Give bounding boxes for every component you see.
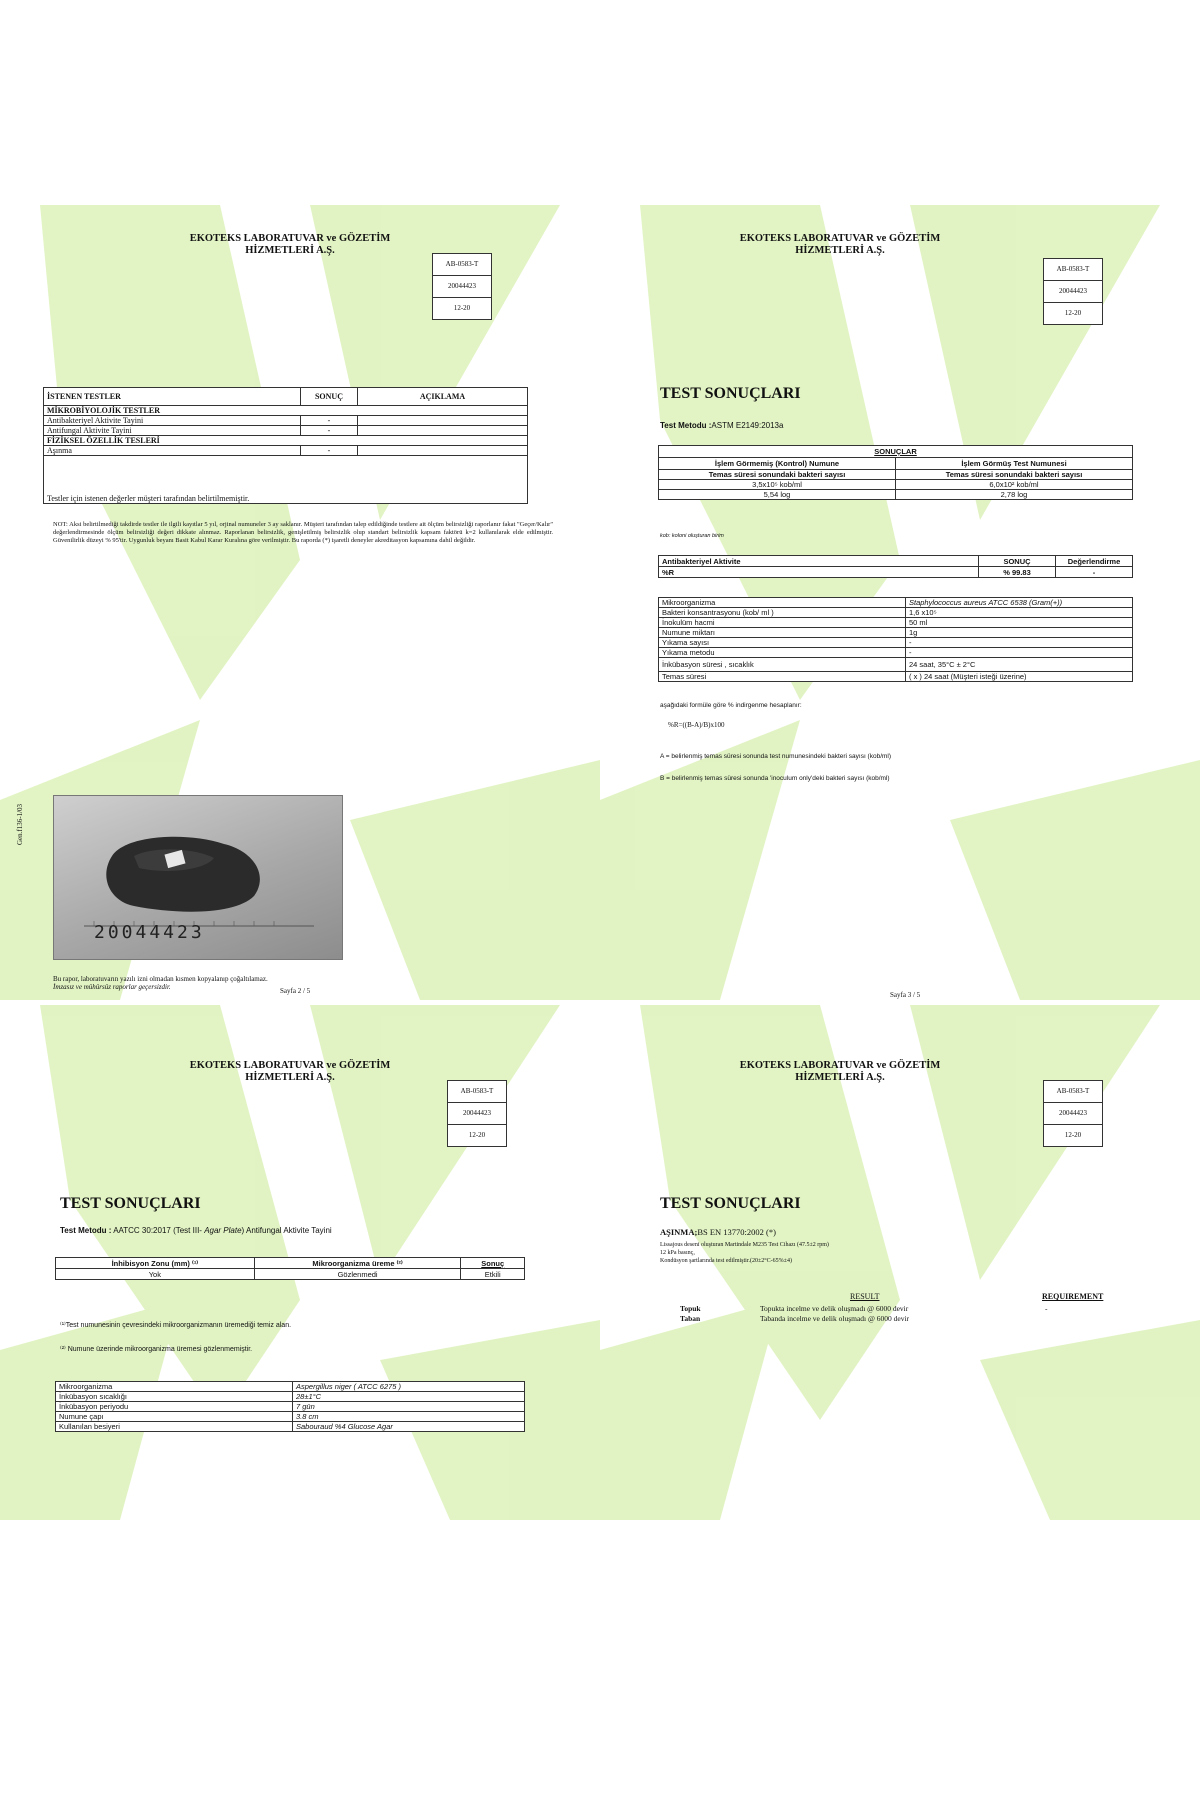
report-date: 12-20 bbox=[453, 304, 471, 312]
table-row bbox=[659, 598, 1133, 608]
footnote-2: ⁽²⁾ Numune üzerinde mikroorganizma üremesi gözlenmemiştir. bbox=[60, 1346, 253, 1353]
param-name: Yıkama metodu bbox=[659, 648, 906, 658]
report-note: NOT: Aksi belirtilmediği takdirde testler ile ilgili kayıtlar 5 yıl, orjinal numuneler 3 ay saklanır. Müşteri tarafından talep edildiğinde testlere ait ölçüm belirsizliği raporlanır fakat "Geçer/Kalır" değerlendirmesinde ölçüm belirsizliği değeri dikkate alınmaz. Raporlanan belirsizlik, genişletilmiş belirsizlik olup standart belirsizlik kapsam faktörü k=2 kullanılarak elde edilmiştir. Güvenilirlik düzeyi % 95'tir. Uygunluk beyanı Basit Kabul Karar Kuralına göre verilmiştir. Bu raporda (*) işaretli deneyler akreditasyon kapsamına dahil değildir. bbox=[53, 521, 553, 544]
param-value: Sabouraud %4 Glucose Agar bbox=[293, 1422, 525, 1432]
table-row bbox=[44, 426, 528, 436]
test-name: Antibakteriyel Aktivite Tayini bbox=[44, 416, 301, 426]
test-method-label: Test Metodu : bbox=[60, 1226, 112, 1235]
col-requested-tests: İSTENEN TESTLER bbox=[44, 388, 301, 406]
table-row bbox=[659, 658, 1133, 672]
param-value: 24 saat, 35°C ± 2°C bbox=[906, 658, 1133, 672]
table-row bbox=[659, 608, 1133, 618]
result-header: Sonuç bbox=[461, 1258, 525, 1269]
report-code: AB-0583-T bbox=[433, 254, 491, 276]
report-code-box bbox=[447, 1080, 507, 1147]
report-code: AB-0583-T bbox=[1044, 1081, 1102, 1103]
param-value: ( x ) 24 saat (Müşteri isteği üzerine) bbox=[906, 672, 1133, 682]
col-result: SONUÇ bbox=[301, 388, 358, 406]
area-label: Taban bbox=[680, 1314, 701, 1323]
lab-name-line1: EKOTEKS LABORATUVAR ve GÖZETİM bbox=[189, 233, 391, 244]
report-code-box bbox=[1043, 1080, 1103, 1147]
activity-result-header: SONUÇ bbox=[979, 556, 1056, 567]
growth-header: Mikroorganizma üreme ⁽²⁾ bbox=[254, 1258, 461, 1269]
table-row bbox=[659, 638, 1133, 648]
param-value: Staphylococcus aureus ATCC 6538 (Gram(+)) bbox=[906, 598, 1133, 608]
lab-name-line1: EKOTEKS LABORATUVAR ve GÖZETİM bbox=[189, 1060, 391, 1071]
test-result: - bbox=[301, 416, 358, 426]
param-name: İnkübasyon periyodu bbox=[56, 1402, 293, 1412]
report-page-2 bbox=[0, 205, 600, 1005]
test-parameters-table bbox=[658, 597, 1133, 682]
activity-result: % 99.83 bbox=[979, 567, 1056, 578]
area-label: Topuk bbox=[680, 1304, 701, 1313]
antifungal-result-table bbox=[55, 1257, 525, 1280]
section-microbiology: MİKROBİYOLOJİK TESTLER bbox=[44, 406, 528, 416]
definition-b: B = belirlenmiş temas süresi sonunda 'inoculum only'deki bakteri sayısı (kob/ml) bbox=[660, 775, 890, 782]
signature-notice: İmzasız ve mühürsüz raporlar geçersizdir. bbox=[53, 983, 171, 991]
abrasion-conditions bbox=[660, 1241, 829, 1265]
table-row bbox=[659, 648, 1133, 658]
param-name: Yıkama sayısı bbox=[659, 638, 906, 648]
results-header: SONUÇLAR bbox=[659, 446, 1133, 458]
param-value: 1g bbox=[906, 628, 1133, 638]
lab-name-line1: EKOTEKS LABORATUVAR ve GÖZETİM bbox=[739, 233, 941, 244]
test-method-value-b: Agar Plate bbox=[204, 1226, 242, 1235]
report-code: AB-0583-T bbox=[448, 1081, 506, 1103]
inhibition-zone-value: Yok bbox=[56, 1269, 255, 1280]
result-column-header: RESULT bbox=[850, 1292, 880, 1301]
inhibition-zone-header: İnhibisyon Zonu (mm) ⁽¹⁾ bbox=[56, 1258, 255, 1269]
table-row bbox=[659, 618, 1133, 628]
kob-note: kob: koloni oluşturan birim bbox=[660, 533, 724, 539]
test-name: Aşınma bbox=[44, 446, 301, 456]
report-page-4 bbox=[0, 1005, 600, 1525]
photo-sample-label: 20044423 bbox=[94, 922, 205, 943]
report-number: 20044423 bbox=[433, 276, 491, 298]
report-page-3 bbox=[600, 205, 1200, 1005]
param-value: - bbox=[906, 638, 1133, 648]
section-physical: FİZİKSEL ÖZELLİK TESLERİ bbox=[44, 436, 528, 446]
page-number: Sayfa 2 / 5 bbox=[280, 987, 311, 995]
treated-sample-header: İşlem Görmüş Test Numunesi bbox=[896, 458, 1133, 470]
lab-name-line2: HİZMETLERİ A.Ş. bbox=[795, 245, 885, 256]
lab-name-line2: HİZMETLERİ A.Ş. bbox=[245, 1072, 335, 1083]
activity-evaluation: - bbox=[1056, 567, 1133, 578]
activity-label: %R bbox=[659, 567, 979, 578]
test-method-value-c: ) Antifungal Aktivite Tayini bbox=[241, 1226, 332, 1235]
param-value: 50 ml bbox=[906, 618, 1133, 628]
result-value: Etkili bbox=[461, 1269, 525, 1280]
table-row bbox=[44, 416, 528, 426]
param-name: Mikroorganizma bbox=[659, 598, 906, 608]
test-method-value-a: AATCC 30:2017 (Test III- bbox=[113, 1226, 205, 1235]
table-row bbox=[659, 628, 1133, 638]
report-date: 12-20 bbox=[468, 1131, 486, 1139]
param-name: İnkübasyon sıcaklığı bbox=[56, 1392, 293, 1402]
table-row bbox=[56, 1392, 525, 1402]
param-name: Bakteri konsantrasyonu (kob/ ml ) bbox=[659, 608, 906, 618]
footnote-1: ⁽¹⁾Test numunesinin çevresindeki mikroorganizmanın üremediği temiz alan. bbox=[60, 1322, 292, 1329]
param-name: Kullanılan besiyeri bbox=[56, 1422, 293, 1432]
report-date: 12-20 bbox=[1064, 309, 1082, 317]
requirement-column-header: REQUIREMENT bbox=[1042, 1292, 1104, 1301]
param-value: 7 gün bbox=[293, 1402, 525, 1412]
page-title: TEST SONUÇLARI bbox=[660, 1195, 801, 1212]
copy-notice: Bu rapor, laboratuvarın yazılı izni olmadan kısmen kopyalanıp çoğaltılamaz. bbox=[53, 975, 268, 983]
abrasion-conditioning: Kondüsyon şartlarında test edilmiştir.(20±2°C-65%±4) bbox=[660, 1258, 792, 1264]
page-title: TEST SONUÇLARI bbox=[660, 385, 801, 402]
abrasion-pressure: 12 kPa basınç, bbox=[660, 1250, 695, 1256]
report-code: AB-0583-T bbox=[1044, 259, 1102, 281]
param-name: Numune çapı bbox=[56, 1412, 293, 1422]
param-name: Mikroorganizma bbox=[56, 1382, 293, 1392]
abrasion-method bbox=[660, 1227, 776, 1237]
antibacterial-activity-table bbox=[658, 555, 1133, 578]
table-row bbox=[56, 1402, 525, 1412]
test-result: - bbox=[301, 446, 358, 456]
abrasion-standard: BS EN 13770:2002 (*) bbox=[697, 1227, 776, 1237]
table-row bbox=[44, 446, 528, 456]
report-code-box bbox=[432, 253, 492, 320]
table-row bbox=[680, 1314, 1048, 1324]
customer-note: Testler için istenen değerler müşteri tarafından belirtilmemiştir. bbox=[44, 456, 528, 504]
control-subheader: Temas süresi sonundaki bakteri sayısı bbox=[659, 470, 896, 480]
lab-name-line2: HİZMETLERİ A.Ş. bbox=[795, 1072, 885, 1083]
report-code-box bbox=[1043, 258, 1103, 325]
param-name: Numune miktarı bbox=[659, 628, 906, 638]
area-requirement: - bbox=[1045, 1304, 1048, 1313]
table-row bbox=[56, 1412, 525, 1422]
copy-footer bbox=[53, 975, 453, 991]
table-row bbox=[680, 1304, 1048, 1314]
abrasion-label: AŞINMA; bbox=[660, 1227, 698, 1237]
param-value: Aspergillus niger ( ATCC 6275 ) bbox=[293, 1382, 525, 1392]
treated-log: 2,78 log bbox=[896, 490, 1133, 500]
test-result: - bbox=[301, 426, 358, 436]
control-sample-header: İşlem Görmemiş (Kontrol) Numune bbox=[659, 458, 896, 470]
param-value: 1,6 x10⁵ bbox=[906, 608, 1133, 618]
report-page-5 bbox=[600, 1005, 1200, 1525]
page-title: TEST SONUÇLARI bbox=[60, 1195, 201, 1212]
report-date: 12-20 bbox=[1064, 1131, 1082, 1139]
form-code: Gen.f136-1/03 bbox=[16, 803, 24, 845]
test-method-value: ASTM E2149:2013a bbox=[711, 421, 784, 430]
test-method bbox=[660, 421, 783, 430]
formula-intro: aşağıdaki formüle göre % indirgenme hesaplanır: bbox=[660, 702, 802, 709]
report-number: 20044423 bbox=[1044, 1103, 1102, 1125]
reduction-formula: %R=((B-A)/B)x100 bbox=[668, 721, 725, 729]
param-value: - bbox=[906, 648, 1133, 658]
area-result: Tabanda incelme ve delik oluşmadı @ 6000 devir bbox=[760, 1314, 910, 1323]
abrasion-device: Lissajous deseni oluşturan Martindale M235 Test Cihazı (47.5±2 rpm) bbox=[660, 1242, 829, 1248]
table-row bbox=[659, 672, 1133, 682]
report-number: 20044423 bbox=[1044, 281, 1102, 303]
area-result: Topukta incelme ve delik oluşmadı @ 6000 devir bbox=[760, 1304, 909, 1313]
param-value: 28±1°C bbox=[293, 1392, 525, 1402]
param-name: İnkübasyon süresi , sıcaklık bbox=[659, 658, 906, 672]
param-value: 3.8 cm bbox=[293, 1412, 525, 1422]
test-method-label: Test Metodu : bbox=[660, 421, 712, 430]
lab-header bbox=[660, 1060, 1020, 1084]
col-description: AÇIKLAMA bbox=[358, 388, 528, 406]
activity-evaluation-header: Değerlendirme bbox=[1056, 556, 1133, 567]
lab-name-line2: HİZMETLERİ A.Ş. bbox=[245, 245, 335, 256]
page-number: Sayfa 3 / 5 bbox=[890, 991, 921, 999]
lab-header bbox=[110, 1060, 470, 1084]
activity-header: Antibakteriyel Aktivite bbox=[659, 556, 979, 567]
bacteria-count-table bbox=[658, 445, 1133, 500]
sample-photo bbox=[53, 795, 343, 960]
fungal-parameters-table bbox=[55, 1381, 525, 1432]
treated-subheader: Temas süresi sonundaki bakteri sayısı bbox=[896, 470, 1133, 480]
treated-count: 6,0x10² kob/ml bbox=[896, 480, 1133, 490]
test-name: Antifungal Aktivite Tayini bbox=[44, 426, 301, 436]
param-name: İnokulüm hacmi bbox=[659, 618, 906, 628]
growth-value: Gözlenmedi bbox=[254, 1269, 461, 1280]
param-name: Temas süresi bbox=[659, 672, 906, 682]
table-row bbox=[56, 1382, 525, 1392]
table-row bbox=[56, 1422, 525, 1432]
control-log: 5,54 log bbox=[659, 490, 896, 500]
control-count: 3,5x10⁵ kob/ml bbox=[659, 480, 896, 490]
definition-a: A = belirlenmiş temas süresi sonunda test numunesindeki bakteri sayısı (kob/ml) bbox=[660, 753, 892, 760]
lab-name-line1: EKOTEKS LABORATUVAR ve GÖZETİM bbox=[739, 1060, 941, 1071]
test-method bbox=[60, 1226, 332, 1235]
lab-header bbox=[110, 233, 470, 257]
requested-tests-table bbox=[43, 387, 528, 504]
report-number: 20044423 bbox=[448, 1103, 506, 1125]
abrasion-results bbox=[680, 1304, 1048, 1324]
lab-header bbox=[660, 233, 1020, 257]
